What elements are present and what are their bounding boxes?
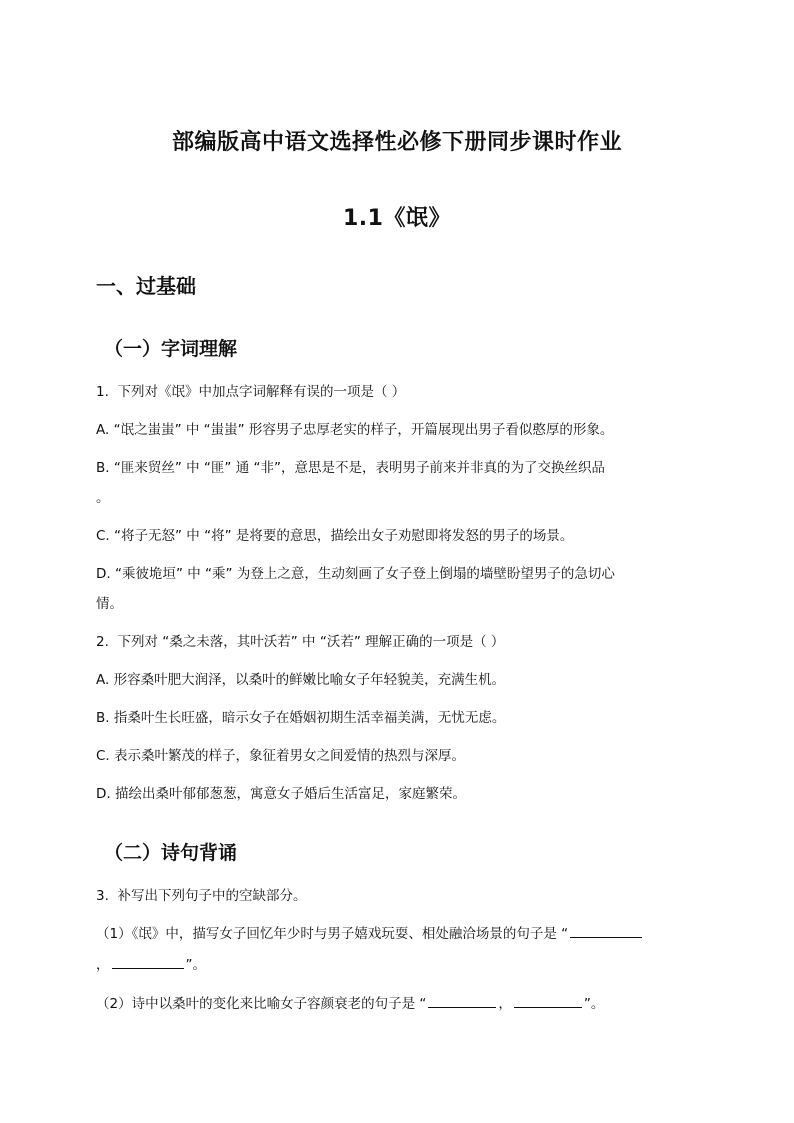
question-2-option-a: A. 形容桑叶肥大润泽，以桑叶的鲜嫩比喻女子年轻貌美，充满生机。	[96, 672, 506, 688]
answer-blank-3[interactable]	[428, 993, 496, 1008]
subsection-heading-recitation: （二）诗句背诵	[104, 842, 238, 864]
answer-blank-2[interactable]	[112, 954, 184, 969]
closing-quote-text: ”。	[185, 957, 206, 973]
question-3-stem: 3. 补写出下列句子中的空缺部分。	[96, 888, 307, 904]
question-1-option-d: D. “乘彼垝垣” 中 “乘” 为登上之意，生动刻画了女子登上倒塌的墙壁盼望男子的急切心	[96, 566, 615, 582]
question-2-option-c: C. 表示桑叶繁茂的样子，象征着男女之间爱情的热烈与深厚。	[96, 748, 466, 764]
question-3-part-1-continued	[96, 953, 206, 973]
question-3-part-2	[96, 992, 604, 1012]
comma-text: ，	[498, 996, 512, 1012]
answer-blank-1[interactable]	[570, 923, 642, 938]
question-2-stem: 2. 下列对 “桑之未落，其叶沃若” 中 “沃若” 理解正确的一项是（ ）	[96, 634, 505, 650]
question-1-stem: 1. 下列对《氓》中加点字词解释有误的一项是（ ）	[96, 384, 406, 400]
question-1-option-d-continued: 情。	[96, 596, 123, 612]
question-3-part-1-text: （1）《氓》中，描写女子回忆年少时与男子嬉戏玩耍、相处融洽场景的句子是 “	[96, 926, 569, 942]
section-heading-basics: 一、过基础	[96, 274, 196, 298]
question-3-part-2-text: （2）诗中以桑叶的变化来比喻女子容颜衰老的句子是 “	[96, 996, 427, 1012]
document-subtitle: 1.1《氓》	[343, 206, 451, 231]
answer-blank-4[interactable]	[514, 993, 582, 1008]
comma-text: ，	[96, 957, 110, 973]
question-2-option-d: D. 描绘出桑叶郁郁葱葱，寓意女子婚后生活富足，家庭繁荣。	[96, 786, 466, 802]
question-1-option-a: A. “氓之蚩蚩” 中 “蚩蚩” 形容男子忠厚老实的样子，开篇展现出男子看似憨厚的形象。	[96, 422, 614, 438]
question-1-option-c: C. “将子无怒” 中 “将” 是将要的意思，描绘出女子劝慰即将发怒的男子的场景。	[96, 528, 574, 544]
closing-quote-text: ”。	[583, 996, 605, 1012]
subsection-heading-vocabulary: （一）字词理解	[104, 338, 238, 360]
question-1-option-b: B. “匪来贸丝” 中 “匪” 通 “非”，意思是不是，表明男子前来并非真的为了交换丝织品	[96, 460, 605, 476]
question-2-option-b: B. 指桑叶生长旺盛，暗示女子在婚姻初期生活幸福美满，无忧无虑。	[96, 710, 506, 726]
question-3-part-1	[96, 922, 644, 942]
document-title: 部编版高中语文选择性必修下册同步课时作业	[171, 130, 622, 155]
question-1-option-b-continued: 。	[96, 490, 110, 506]
